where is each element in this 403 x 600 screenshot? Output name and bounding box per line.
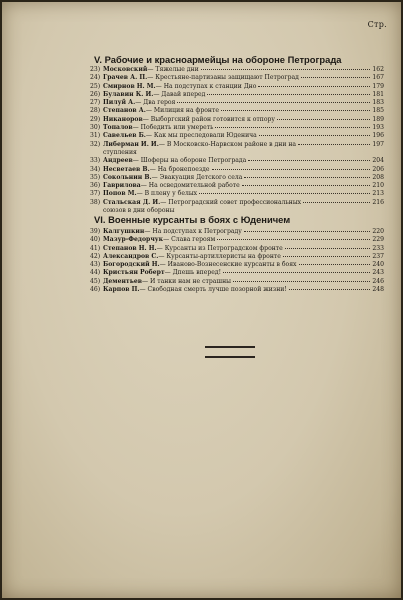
entry-page-number: 183 xyxy=(372,99,384,107)
entry-number: 27) xyxy=(90,99,101,107)
entry-author: Мазур-Федорчук xyxy=(103,236,164,244)
entry-author: Грачев А. П. xyxy=(103,74,148,82)
entry-page-number: 179 xyxy=(372,82,384,90)
entry-title: — Курсанты из Петроградском фронте xyxy=(156,244,283,252)
entry-author: Пилуй А. xyxy=(103,99,136,107)
entry-author: Карпов П. xyxy=(103,286,140,294)
leader-dots xyxy=(244,177,370,178)
toc-entry xyxy=(90,199,384,216)
toc-entry xyxy=(90,83,384,91)
entry-page-number: 210 xyxy=(372,182,384,190)
entry-page-number: 162 xyxy=(372,66,384,73)
toc-entry xyxy=(90,74,384,82)
entry-title: — В Московско-Нарвском районе в дни на xyxy=(158,140,297,148)
toc-entry xyxy=(90,261,384,269)
entry-number: 46) xyxy=(90,286,101,294)
toc-entry xyxy=(90,157,384,165)
entry-title: — Крестьяне-партизаны защищают Петроград xyxy=(147,74,299,82)
leader-dots xyxy=(242,185,370,186)
entry-number: 38) xyxy=(90,198,101,206)
entry-title: — На подступах к Петрограду xyxy=(144,228,242,235)
entry-title: — Выборгский район готовится к отпору xyxy=(142,115,276,123)
entry-page-number: 197 xyxy=(372,140,384,148)
leader-dots xyxy=(244,231,370,232)
entry-page-number: 220 xyxy=(372,228,384,235)
leader-dots xyxy=(199,193,370,194)
entry-author: Кристьян Роберт xyxy=(103,269,165,277)
entry-author: Степанов Н. Н. xyxy=(103,244,157,252)
entry-number: 45) xyxy=(90,277,101,285)
leader-dots xyxy=(283,256,370,257)
toc-entry xyxy=(90,236,384,244)
section-heading-v: V. Рабочие и красноармейцы на обороне Петрограда xyxy=(94,54,342,65)
entry-title-continuation xyxy=(90,149,384,157)
toc-entry xyxy=(90,190,384,198)
entry-number: 39) xyxy=(90,228,101,235)
leader-dots xyxy=(298,144,370,145)
leader-dots xyxy=(221,110,370,111)
entry-title: — Слава героям xyxy=(163,236,216,244)
leader-dots xyxy=(259,135,370,136)
toc-entry xyxy=(90,132,384,140)
entry-number: 42) xyxy=(90,252,101,260)
leader-dots xyxy=(201,69,370,70)
entry-author: Булавин К. И. xyxy=(103,90,154,98)
entry-title: — На осведомительной работе xyxy=(140,182,240,190)
section-heading-vi: VI. Военные курсанты в боях с Юденичем xyxy=(94,214,291,225)
toc-entry xyxy=(90,182,384,190)
entry-number: 26) xyxy=(90,90,101,98)
toc-entry xyxy=(90,116,384,124)
entry-number: 23) xyxy=(90,66,101,73)
entry-title: — Дпешь вперед! xyxy=(164,269,222,277)
entry-title: — Шоферы на обороне Петрограда xyxy=(132,157,247,165)
entry-number: 24) xyxy=(90,74,101,82)
toc-entry xyxy=(90,228,384,236)
entry-number: 25) xyxy=(90,82,101,90)
entry-page-number: 185 xyxy=(372,107,384,115)
entry-title: — На бронепоезде xyxy=(149,165,210,173)
leader-dots xyxy=(289,289,370,290)
entry-number: 41) xyxy=(90,244,101,252)
toc-entry xyxy=(90,99,384,107)
entry-page-number: 229 xyxy=(372,236,384,244)
entry-author: Московский xyxy=(103,66,148,73)
leader-dots xyxy=(177,102,370,103)
toc-entry xyxy=(90,91,384,99)
entry-author: Александров С. xyxy=(103,252,159,260)
leader-dots xyxy=(207,94,370,95)
entry-number: 35) xyxy=(90,173,101,181)
entry-page-number: 204 xyxy=(372,157,384,165)
entry-title: — Победить или умереть xyxy=(132,124,214,132)
entry-title: — Милиция на фронте xyxy=(145,107,219,115)
entry-page-number: 246 xyxy=(372,277,384,285)
entry-title: — И танки нам не страшны xyxy=(141,277,231,285)
entry-number: 44) xyxy=(90,269,101,277)
entry-author: Калгушкин xyxy=(103,228,145,235)
toc-list-section-vi xyxy=(90,228,384,294)
entry-title: — Два героя xyxy=(135,99,176,107)
entry-number: 31) xyxy=(90,132,101,140)
entry-author: Попов М. xyxy=(103,190,137,198)
entry-page-number: 208 xyxy=(372,173,384,181)
toc-entry xyxy=(90,107,384,115)
entry-title: — Давай вперед xyxy=(153,90,206,98)
leader-dots xyxy=(258,86,370,87)
entry-author: Смирнов Н. М. xyxy=(103,82,156,90)
entry-author: Либерман И. И. xyxy=(103,140,159,148)
entry-title: — Как мы преследовали Юденича xyxy=(145,132,257,140)
entry-title: — Иваново-Вознесенские курсанты в боях xyxy=(159,261,297,269)
leader-dots xyxy=(277,119,370,120)
closing-rule-bottom xyxy=(205,356,255,358)
toc-entry xyxy=(90,286,384,294)
toc-entry xyxy=(90,245,384,253)
entry-page-number: 240 xyxy=(372,261,384,269)
toc-entry xyxy=(90,253,384,261)
toc-entry xyxy=(90,166,384,174)
toc-entry xyxy=(90,124,384,132)
toc-entry xyxy=(90,141,384,158)
entry-page-number: 213 xyxy=(372,190,384,198)
leader-dots xyxy=(285,248,370,249)
leader-dots xyxy=(215,127,370,128)
entry-page-number: 248 xyxy=(372,286,384,294)
toc-list-section-v xyxy=(90,66,384,215)
entry-author: Сокольнин В. xyxy=(103,173,152,181)
entry-title-continuation-text: ступления xyxy=(103,148,137,156)
entry-author: Степанов А. xyxy=(103,107,146,115)
entry-number: 37) xyxy=(90,190,101,198)
entry-page-number: 206 xyxy=(372,165,384,173)
entry-title: — Курсанты-артиллеристы на фронте xyxy=(158,252,281,260)
entry-author: Топалов xyxy=(103,124,133,132)
entry-page-number: 243 xyxy=(372,269,384,277)
toc-entry xyxy=(90,66,384,74)
leader-dots xyxy=(212,169,370,170)
page-column-header: Стр. xyxy=(367,20,387,29)
entry-number: 33) xyxy=(90,157,101,165)
toc-entry xyxy=(90,269,384,277)
entry-author: Савельев Б. xyxy=(103,132,146,140)
entry-title: — В плену у белых xyxy=(136,190,198,198)
entry-title: — На подступах к станции Дно xyxy=(155,82,257,90)
entry-number: 29) xyxy=(90,115,101,123)
entry-author: Гаврилова xyxy=(103,182,141,190)
leader-dots xyxy=(299,264,371,265)
entry-number: 36) xyxy=(90,182,101,190)
entry-page-number: 233 xyxy=(372,244,384,252)
toc-entry xyxy=(90,278,384,286)
entry-title: — Эвакуация Детского села xyxy=(151,173,243,181)
entry-page-number: 216 xyxy=(372,198,384,206)
leader-dots xyxy=(301,77,370,78)
leader-dots xyxy=(248,160,370,161)
entry-author: Дементьев xyxy=(103,277,142,285)
entry-number: 28) xyxy=(90,107,101,115)
leader-dots xyxy=(223,272,370,273)
entry-title-continuation-text: союзов в дни обороны xyxy=(103,207,175,215)
toc-entry xyxy=(90,174,384,182)
leader-dots xyxy=(217,239,370,240)
entry-number: 43) xyxy=(90,261,101,269)
entry-author: Андреев xyxy=(103,157,133,165)
entry-author: Несветаев В. xyxy=(103,165,150,173)
entry-author: Стальская Д. И. xyxy=(103,198,161,206)
entry-page-number: 181 xyxy=(372,90,384,98)
entry-title: — Тяжелые дни xyxy=(147,66,199,73)
leader-dots xyxy=(233,281,370,282)
entry-page-number: 193 xyxy=(372,124,384,132)
entry-author: Богородский Н. xyxy=(103,261,160,269)
entry-number: 34) xyxy=(90,165,101,173)
entry-number: 30) xyxy=(90,124,101,132)
closing-rule-top xyxy=(205,346,255,348)
entry-title: — Свободная смерть лучше позорной жизни! xyxy=(139,286,287,294)
book-page xyxy=(2,2,401,598)
entry-number: 40) xyxy=(90,236,101,244)
entry-page-number: 196 xyxy=(372,132,384,140)
entry-number: 32) xyxy=(90,140,101,148)
entry-author: Никаноров xyxy=(103,115,143,123)
entry-page-number: 189 xyxy=(372,115,384,123)
entry-page-number: 237 xyxy=(372,252,384,260)
entry-page-number: 167 xyxy=(372,74,384,82)
leader-dots xyxy=(303,202,370,203)
entry-title: — Петроградский совет профессиональных xyxy=(160,198,302,206)
